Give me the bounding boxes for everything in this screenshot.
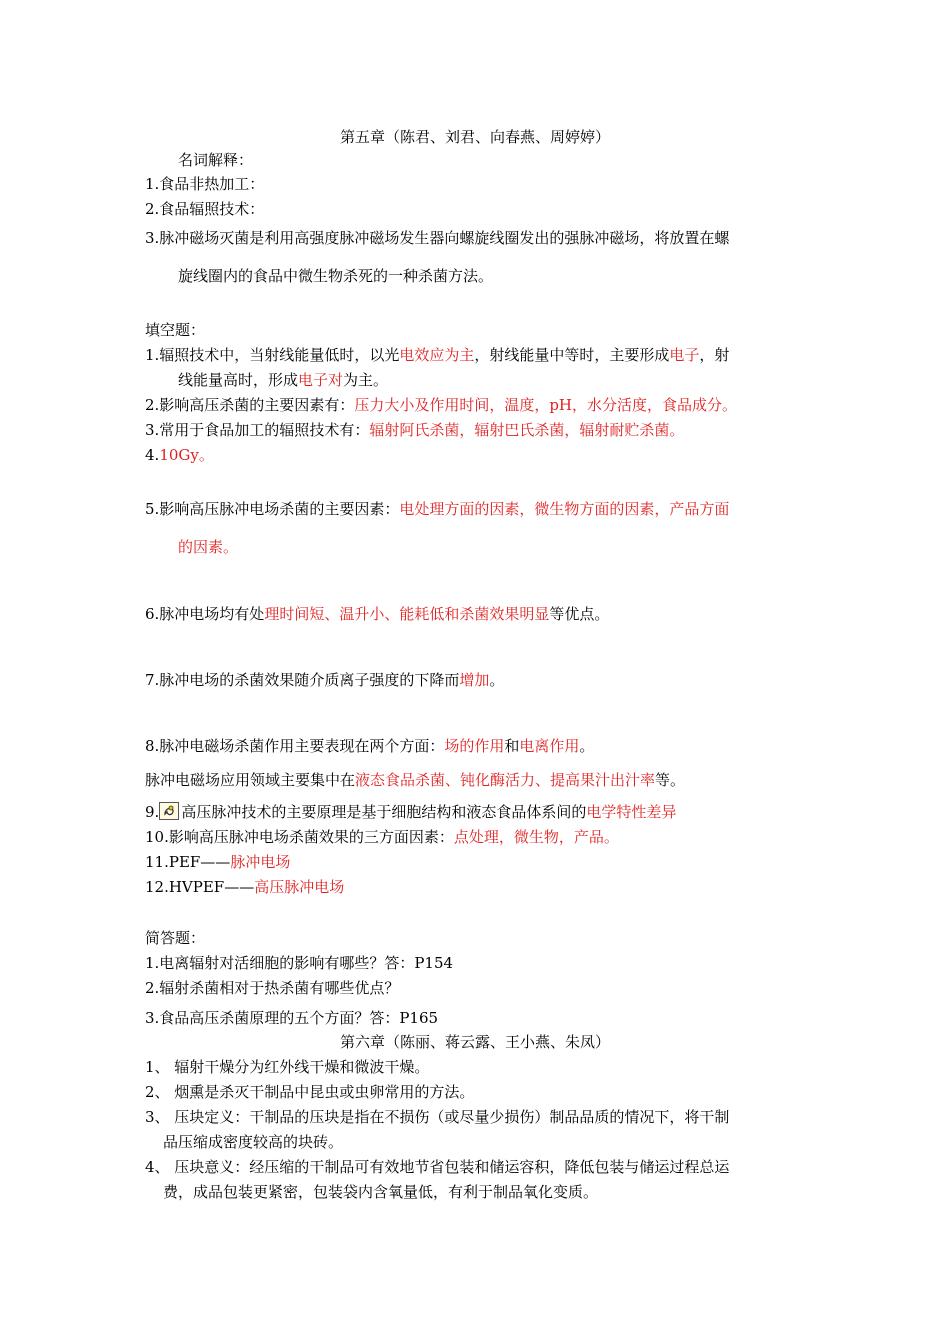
- answer-text: 高压脉冲电场: [254, 878, 345, 896]
- fill-heading: 填空题：: [145, 321, 206, 339]
- answer-text: 。: [722, 396, 738, 414]
- chapter6-title: 第六章（陈丽、蒋云露、王小燕、朱凤）: [339, 1033, 610, 1051]
- question-text: 和: [504, 737, 520, 755]
- question-text: 1.辐照技术中，当射线能量低时，以光: [145, 346, 400, 364]
- answer-text: 辐射阿氏杀菌，辐射巴氏杀菌，辐射耐贮杀菌: [369, 421, 670, 439]
- question-text: 8.脉冲电磁场杀菌作用主要表现在两个方面：: [145, 737, 445, 755]
- question-text: 3.常用于食品加工的辐照技术有：: [145, 421, 370, 439]
- ch6-item: 1、 辐射干燥分为红外线干燥和微波干燥。: [145, 1058, 430, 1076]
- question-text: 线能量高时，形成: [178, 371, 299, 389]
- fill-question-6: [145, 604, 609, 624]
- answer-text: 电效应为主: [399, 346, 475, 364]
- ch6-item: 2、 烟熏是杀灭干制品中昆虫或虫卵常用的方法。: [145, 1083, 475, 1101]
- question-text: 。: [489, 671, 505, 689]
- fill-question-8: [145, 736, 594, 756]
- answer-text: 。: [198, 446, 214, 464]
- ch6-item: 4、 压块意义：经压缩的干制品可有效地节省包装和储运容积，降低包装与储运过程总运: [145, 1158, 730, 1176]
- question-text: 高压脉冲技术的主要原理是基于细胞结构和液态食品体系间的: [181, 803, 587, 821]
- question-text: ，射线能量中等时，主要形成: [474, 346, 670, 364]
- answer-text: 脉冲电场: [230, 853, 291, 871]
- fill-question-5-continued: [178, 537, 238, 557]
- fill-question-12: [145, 877, 344, 897]
- fill-question-8b: [145, 770, 685, 790]
- fill-question-11: [145, 852, 290, 872]
- fill-question-1: [145, 345, 729, 365]
- term-item: 1.食品非热加工：: [145, 175, 265, 193]
- question-text: 10.影响高压脉冲电场杀菌效果的三方面因素：: [145, 828, 454, 846]
- answer-text: 。: [223, 538, 239, 556]
- term-item: 3.脉冲磁场灭菌是利用高强度脉冲磁场发生器向螺旋线圈发出的强脉冲磁场，将放置在螺: [145, 229, 730, 247]
- ch6-item-continued: 费，成品包装更紧密，包装袋内含氧量低，有利于制品氧化变质。: [163, 1183, 599, 1201]
- fill-question-3: [145, 420, 684, 440]
- answer-text: 。: [669, 421, 685, 439]
- question-text: 4.: [145, 446, 160, 464]
- question-text: 12.HVPEF——: [145, 878, 255, 896]
- fill-question-1-continued: [178, 370, 388, 390]
- answer-text: 增加: [459, 671, 490, 689]
- question-text: 。: [579, 737, 595, 755]
- answer-text: 电学特性差异: [586, 803, 677, 821]
- ch6-item-continued: 品压缩成密度较高的块砖。: [163, 1133, 344, 1151]
- question-text: 2.影响高压杀菌的主要因素有：: [145, 396, 355, 414]
- question-text: 7.脉冲电场的杀菌效果随介质离子强度的下降而: [145, 671, 460, 689]
- answer-text: 点处理，微生物，产品: [453, 828, 604, 846]
- question-text: 脉冲电磁场应用领域主要集中在: [145, 771, 356, 789]
- question-text: 为主。: [343, 371, 389, 389]
- answer-text: 电子对: [298, 371, 344, 389]
- answer-text: 的因素: [178, 538, 224, 556]
- fill-question-5: [145, 499, 729, 519]
- answer-text: 10Gy: [159, 446, 199, 464]
- terms-heading: 名词解释：: [178, 151, 254, 169]
- answer-text: 电离作用: [519, 737, 580, 755]
- fill-question-2: [145, 395, 737, 415]
- question-text: 9.: [145, 803, 160, 821]
- question-text: 等优点。: [549, 605, 610, 623]
- answer-text: 压力大小及作用时间，温度，pH，水分活度，食品成分: [354, 396, 723, 414]
- answer-text: 液态食品杀菌、钝化酶活力、提高果汁出汁率: [355, 771, 656, 789]
- short-item: 2.辐射杀菌相对于热杀菌有哪些优点？: [145, 979, 400, 997]
- question-text: ，射: [699, 346, 730, 364]
- fill-question-10: [145, 827, 619, 847]
- answer-text: 电子: [669, 346, 700, 364]
- chapter5-title: 第五章（陈君、刘君、向春燕、周婷婷）: [339, 128, 610, 146]
- short-heading: 简答题：: [145, 929, 206, 947]
- question-text: 6.脉冲电场均有处: [145, 605, 265, 623]
- answer-text: 理时间短、温升小、能耗低和杀菌效果明显: [264, 605, 550, 623]
- fill-question-9: [145, 802, 676, 822]
- fill-question-4: [145, 445, 214, 465]
- image-placeholder-icon: [159, 802, 179, 820]
- question-text: 等。: [655, 771, 686, 789]
- term-item: 2.食品辐照技术：: [145, 200, 265, 218]
- short-item: 1.电离辐射对活细胞的影响有哪些？答：P154: [145, 954, 454, 972]
- answer-text: 电处理方面的因素，微生物方面的因素，产品方面: [399, 500, 730, 518]
- term-item-continued: 旋线圈内的食品中微生物杀死的一种杀菌方法。: [178, 267, 494, 285]
- question-text: 5.影响高压脉冲电场杀菌的主要因素：: [145, 500, 400, 518]
- question-text: 11.PEF——: [145, 853, 231, 871]
- fill-question-7: [145, 670, 504, 690]
- answer-text: 。: [603, 828, 619, 846]
- ch6-item: 3、 压块定义：干制品的压块是指在不损伤（或尽量少损伤）制品品质的情况下，将干制: [145, 1108, 730, 1126]
- answer-text: 场的作用: [444, 737, 505, 755]
- short-item: 3.食品高压杀菌原理的五个方面？答：P165: [145, 1009, 439, 1027]
